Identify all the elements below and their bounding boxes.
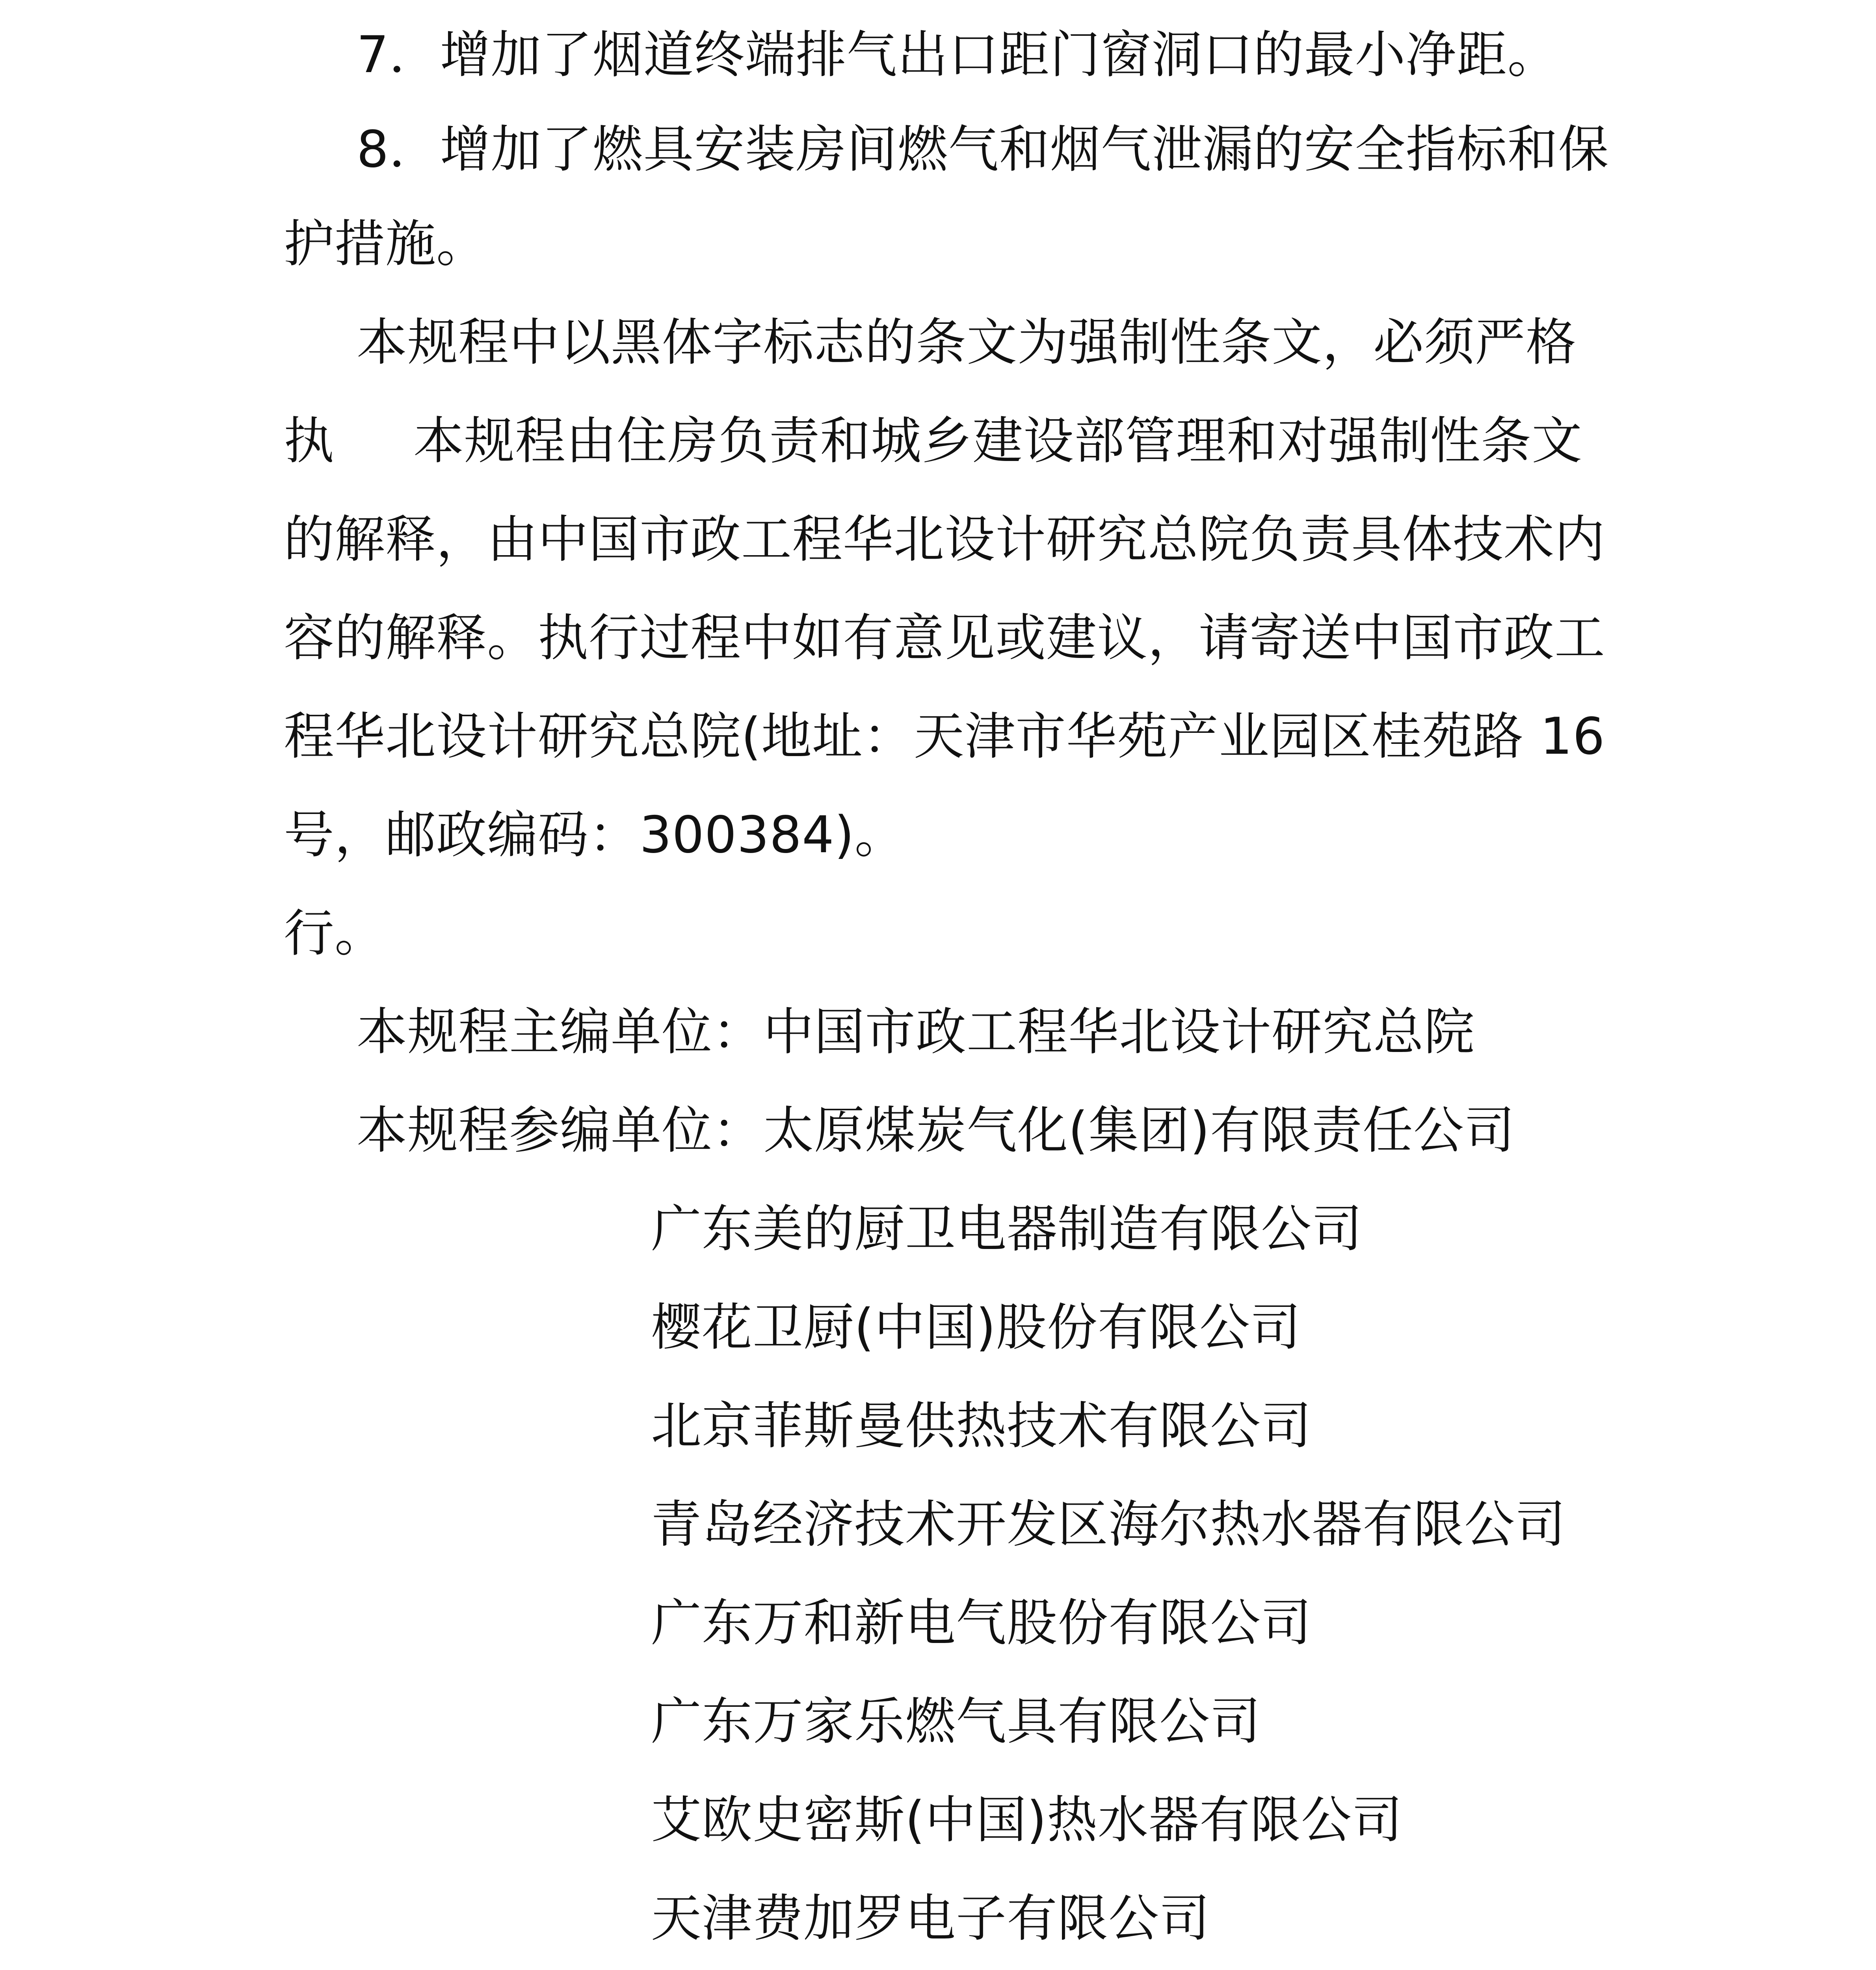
participating-editor-units: 本规程参编单位：太原煤炭气化(集团)有限责任公司 bbox=[357, 1101, 1515, 1160]
organization-list-item: 广东万和新电气股份有限公司 bbox=[651, 1594, 1312, 1652]
organization-list-item: 北京菲斯曼供热技术有限公司 bbox=[651, 1397, 1312, 1455]
mandatory-line-6: 号，邮政编码：300384)。 bbox=[284, 806, 905, 864]
item-7: 7．增加了烟道终端排气出口距门窗洞口的最小净距。 bbox=[357, 26, 1558, 84]
mandatory-line-4: 容的解释。执行过程中如有意见或建议，请寄送中国市政工 bbox=[284, 609, 1606, 667]
mandatory-line-2-start: 执 bbox=[284, 412, 335, 470]
mandatory-line-7: 行。 bbox=[284, 904, 386, 963]
organization-list-item: 天津费加罗电子有限公司 bbox=[651, 1889, 1210, 1948]
organization-list-item: 樱花卫厨(中国)股份有限公司 bbox=[651, 1298, 1301, 1357]
organization-list-item: 青岛经济技术开发区海尔热水器有限公司 bbox=[651, 1495, 1566, 1554]
item-8-line-2: 护措施。 bbox=[284, 215, 487, 273]
organization-list-item: 广东美的厨卫电器制造有限公司 bbox=[651, 1200, 1363, 1258]
mandatory-line-3: 的解释，由中国市政工程华北设计研究总院负责具体技术内 bbox=[284, 510, 1606, 569]
mandatory-line-2-rest: 本规程由住房负责和城乡建设部管理和对强制性条文 bbox=[413, 412, 1583, 470]
mandatory-line-5: 程华北设计研究总院(地址：天津市华苑产业园区桂苑路 16 bbox=[284, 707, 1605, 766]
mandatory-line-2 bbox=[284, 410, 1616, 473]
chief-editor-unit: 本规程主编单位：中国市政工程华北设计研究总院 bbox=[357, 1003, 1475, 1061]
mandatory-line-1: 本规程中以黑体字标志的条文为强制性条文，必须严格 bbox=[357, 313, 1577, 372]
item-8-line-1: 8．增加了燃具安装房间燃气和烟气泄漏的安全指标和保 bbox=[357, 120, 1609, 179]
organization-list-item: 艾欧史密斯(中国)热水器有限公司 bbox=[651, 1791, 1403, 1849]
organization-list-item: 广东万家乐燃气具有限公司 bbox=[651, 1692, 1261, 1751]
